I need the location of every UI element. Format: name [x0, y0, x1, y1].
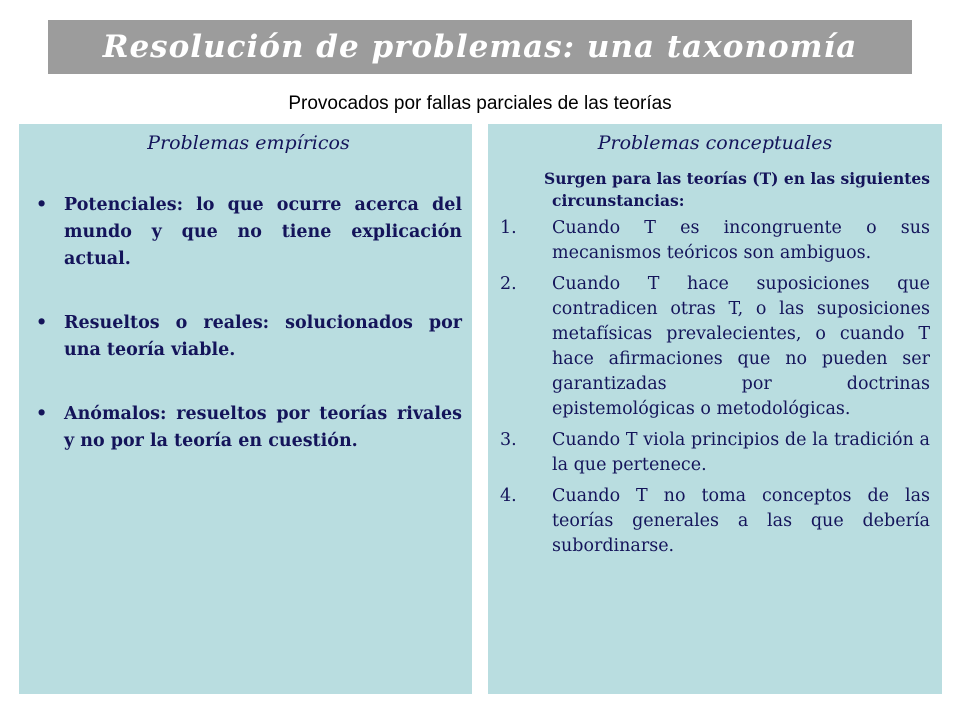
empirical-problems-list: [35, 192, 462, 455]
list-item-text: Potenciales: lo que ocurre acerca del mundo y que no tiene explicación actual.: [64, 195, 462, 269]
bullet-icon: •: [36, 195, 48, 215]
list-item-text: Cuando T viola principios de la tradición a la que pertenece.: [552, 430, 930, 475]
empirical-problems-heading: Problemas empíricos: [147, 132, 350, 154]
list-item-text: Resueltos o reales: solucionados por una teoría viable.: [64, 313, 462, 360]
list-item-text: Anómalos: resueltos por teorías rivales y no por la teoría en cuestión.: [64, 404, 462, 451]
list-item: [35, 310, 462, 364]
slide-title: Resolución de problemas: una taxonomía: [102, 29, 858, 65]
conceptual-problems-panel: [488, 124, 942, 694]
title-bar: [48, 20, 912, 74]
list-item-text: Cuando T hace suposiciones que contradicen otras T, o las suposiciones metafísicas prevalecientes, o cuando T hace afirmaciones que no pueden ser garantizadas por doctrinas epistemológicas o metodológicas.: [552, 274, 930, 419]
slide-subtitle: Provocados por fallas parciales de las teorías: [288, 93, 672, 114]
list-item: [500, 428, 930, 478]
empirical-problems-panel: [19, 124, 472, 694]
conceptual-problems-heading: Problemas conceptuales: [597, 132, 833, 154]
list-item-number: 3.: [500, 430, 517, 450]
list-item: [35, 401, 462, 455]
conceptual-problems-intro: Surgen para las teorías (T) en las siguientes circunstancias:: [544, 169, 930, 210]
bullet-icon: •: [36, 404, 48, 424]
list-item: [500, 272, 930, 422]
list-item-text: Cuando T es incongruente o sus mecanismos teóricos son ambiguos.: [552, 218, 930, 263]
bullet-icon: •: [36, 313, 48, 333]
list-item-number: 1.: [500, 218, 517, 238]
list-item: [35, 192, 462, 273]
list-item: [500, 216, 930, 266]
list-item-number: 2.: [500, 274, 517, 294]
list-item-text: Cuando T no toma conceptos de las teorías generales a las que debería subordinarse.: [552, 486, 930, 556]
list-item: [500, 484, 930, 559]
conceptual-problems-list: [500, 216, 930, 559]
list-item-number: 4.: [500, 486, 517, 506]
